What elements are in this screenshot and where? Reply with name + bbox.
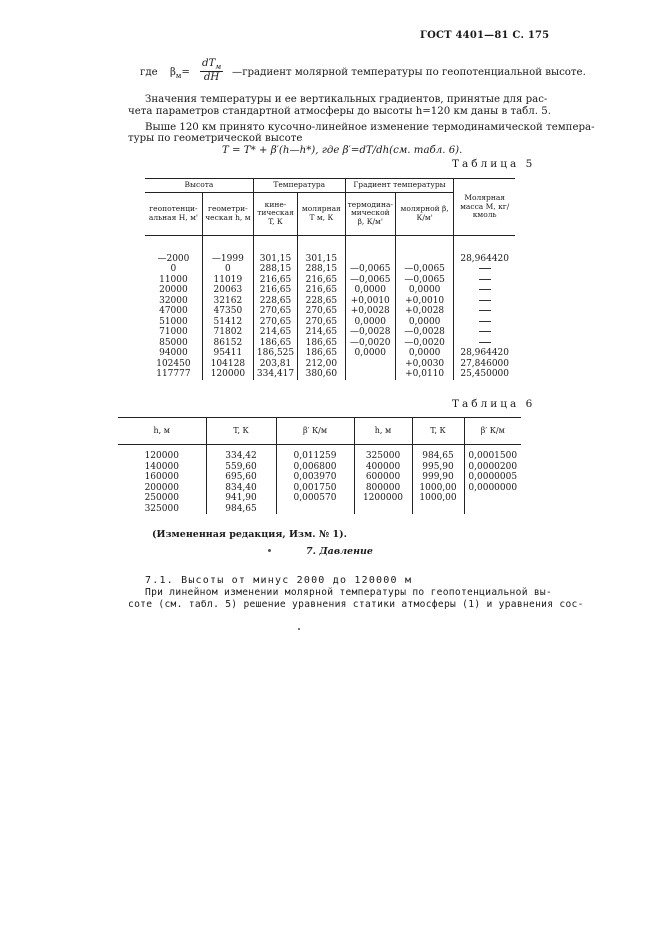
body-line-2: соте (см. табл. 5) решение уравнения статики атмосферы (1) и уравнения сос- — [128, 599, 584, 610]
table-cell: 32000 — [159, 295, 188, 306]
table-cell: 120000 — [144, 451, 179, 461]
table-cell: 270,65 — [259, 316, 292, 327]
table-cell — [457, 327, 512, 338]
t5-geom-values — [206, 254, 250, 380]
t5-col-geometric: геометри-ческая h, м — [202, 192, 253, 235]
t5-thermo-grad-values — [349, 254, 392, 380]
table-cell: 984,65 — [225, 503, 257, 514]
table-cell: 214,65 — [259, 327, 292, 338]
table-cell: 216,65 — [259, 274, 292, 285]
t6-b1-values — [280, 451, 351, 514]
table-cell: 200000 — [144, 482, 179, 493]
table-cell: 400000 — [365, 461, 401, 472]
table-cell: +0,0010 — [405, 295, 445, 306]
table-cell: 1000,00 — [419, 493, 457, 503]
t6-header-b1: β′ К/м — [276, 418, 354, 445]
table-cell: 941,90 — [225, 493, 257, 503]
edition-note: (Измененная редакция, Изм. № 1). — [152, 529, 347, 540]
formula-where: где — [140, 67, 158, 78]
table6-caption: Таблица 6 — [452, 398, 536, 410]
table-cell: 800000 — [365, 482, 401, 493]
t5-col-kinetic-temp: кине-тическая T, К — [253, 192, 297, 235]
table-cell: —0,0028 — [404, 327, 445, 338]
table-cell: 0,000570 — [293, 493, 337, 503]
table-cell: 380,60 — [305, 369, 338, 380]
table-cell: 1000,00 — [419, 482, 457, 493]
paragraph-1-line-1: Значения температуры и ее вертикальных градиентов, принятые для рас- — [145, 94, 548, 105]
t6-header-h2: h, м — [354, 418, 412, 445]
table-cell: 216,65 — [305, 285, 338, 296]
t5-col-geopotential: геопотенци-альная H, м' — [145, 192, 202, 235]
table-cell: 186,65 — [305, 348, 338, 359]
formula-description: —градиент молярной температуры по геопотенциальной высоте. — [232, 67, 586, 78]
t5-group-temperature: Температура — [253, 179, 345, 193]
table-cell: 334,42 — [225, 451, 257, 461]
table-cell: +0,0028 — [405, 306, 445, 317]
table-cell: 47000 — [159, 306, 188, 317]
t5-geopot-values — [148, 254, 199, 380]
table-cell: 0,0000 — [354, 348, 387, 359]
table5-caption: Таблица 5 — [452, 158, 536, 170]
table-5 — [145, 178, 515, 380]
table-cell: 27,846000 — [460, 358, 510, 369]
table-cell: 71000 — [159, 327, 188, 338]
table-cell: 250000 — [144, 493, 179, 503]
t6-h2-values — [358, 451, 409, 504]
table-cell: 20000 — [159, 285, 188, 296]
t5-col-molar-mass: Молярная масса M, кг/кмоль — [454, 179, 515, 236]
t5-molar-grad-values — [399, 254, 450, 380]
paragraph-2-line-1: Выше 120 км принято кусочно-линейное изменение термодинамической темпера- — [145, 122, 595, 133]
paragraph-2-line-2: туры по геометрической высоте — [128, 133, 303, 144]
table-cell: 216,65 — [259, 285, 292, 296]
table-cell: 0,0000 — [354, 285, 387, 296]
table-cell: 0,0000 — [408, 285, 441, 296]
speck-mark — [298, 628, 300, 630]
table-cell: —0,0020 — [350, 337, 391, 348]
table-cell: 301,15 — [305, 253, 338, 264]
table-cell: 288,15 — [259, 264, 292, 275]
table-cell — [457, 264, 512, 275]
table-cell: 71802 — [213, 327, 243, 338]
table-cell: —2000 — [157, 253, 190, 264]
table-cell: —0,0028 — [350, 327, 391, 338]
table-cell: 0,006800 — [293, 461, 337, 472]
table-cell: —0,0065 — [350, 264, 391, 275]
table-cell: —0,0065 — [404, 274, 445, 285]
table-cell: 600000 — [365, 472, 401, 482]
t6-header-b2: β′ К/м — [464, 418, 521, 445]
t5-molar-mass-values — [457, 254, 512, 380]
table-cell: 695,60 — [225, 472, 257, 482]
t5-col-thermo-gradient: термодина-мической β, К/м' — [345, 192, 395, 235]
table-cell: 0,0000 — [354, 316, 387, 327]
t5-group-gradient: Градиент температуры — [345, 179, 454, 193]
table-cell: 86152 — [213, 337, 243, 348]
table-cell: 212,00 — [305, 358, 338, 369]
table-cell: 186,525 — [256, 348, 295, 359]
table-cell: 270,65 — [305, 316, 338, 327]
table-cell: 995,90 — [422, 461, 454, 472]
table-cell: —0,0065 — [350, 274, 391, 285]
table-cell: +0,0030 — [405, 358, 445, 369]
table-cell: 102450 — [156, 358, 191, 369]
table-cell: 834,40 — [225, 482, 257, 493]
speck-mark — [268, 549, 271, 552]
table-cell — [457, 285, 512, 296]
table-cell: 1200000 — [362, 493, 404, 503]
table-cell: 20063 — [213, 285, 243, 296]
table-cell: 28,964420 — [460, 348, 510, 359]
table-cell: 288,15 — [305, 264, 338, 275]
table-cell: 984,65 — [422, 451, 454, 461]
table-cell: 0,0001500 — [468, 451, 518, 461]
table-cell: 214,65 — [305, 327, 338, 338]
table-cell — [468, 493, 519, 504]
t6-header-h1: h, м — [118, 418, 206, 445]
table-cell: 301,15 — [259, 253, 292, 264]
table-cell — [457, 275, 512, 286]
table-cell: 0,003970 — [293, 472, 337, 482]
table-cell: 32162 — [213, 295, 243, 306]
table-cell: 0,0000 — [408, 348, 441, 359]
table-cell — [349, 359, 392, 370]
table-cell: —0,0020 — [404, 337, 445, 348]
table-cell: 0,0000 — [408, 316, 441, 327]
table-cell: 11019 — [213, 274, 243, 285]
table-6 — [118, 417, 521, 514]
table-cell: 270,65 — [259, 306, 292, 317]
table-cell: 25,450000 — [460, 369, 510, 380]
subsection-title: 7.1. Высоты от минус 2000 до 120000 м — [145, 575, 413, 586]
section-title: 7. Давление — [306, 546, 373, 557]
table-cell — [399, 254, 450, 265]
formula-lhs: $\beta_м=$ — [170, 67, 190, 81]
table-cell: +0,0110 — [405, 369, 445, 380]
table-cell: 0,011259 — [293, 451, 337, 461]
t6-t1-values — [210, 451, 273, 514]
t5-kinetic-values — [257, 254, 294, 380]
table-cell: 160000 — [144, 472, 179, 482]
table-cell: 104128 — [210, 358, 246, 369]
table-cell: 0,001750 — [293, 482, 337, 493]
t6-body — [118, 445, 521, 515]
table-cell: 51000 — [159, 316, 188, 327]
gradient-formula — [140, 58, 600, 88]
table-cell: 999,90 — [422, 472, 454, 482]
t6-b2-values — [468, 451, 519, 504]
t6-header-t1: T, К — [206, 418, 276, 445]
t6-t2-values — [416, 451, 461, 504]
formula-fraction: $dT_м$ dH — [202, 58, 222, 84]
table-cell — [349, 254, 392, 265]
table-cell: 0 — [225, 264, 231, 275]
table-cell: 140000 — [144, 461, 179, 472]
page-header: ГОСТ 4401—81 С. 175 — [420, 30, 550, 41]
table-cell: —0,0065 — [404, 264, 445, 275]
table-cell: 0,0000005 — [468, 472, 518, 482]
table-cell: 203,81 — [259, 358, 292, 369]
table-cell — [457, 296, 512, 307]
t5-col-molar-gradient: молярной β, К/м' — [395, 192, 453, 235]
table-cell: 186,65 — [305, 337, 338, 348]
table-cell — [457, 306, 512, 317]
t6-h1-values — [121, 451, 203, 514]
table-cell: 228,65 — [305, 295, 338, 306]
table-cell: 186,65 — [259, 337, 292, 348]
table-cell: 325000 — [365, 451, 401, 461]
table-cell — [349, 369, 392, 380]
table-cell: 51412 — [213, 316, 243, 327]
table-cell: 559,60 — [225, 461, 257, 472]
table-cell: +0,0010 — [350, 295, 390, 306]
table-cell: —1999 — [211, 253, 244, 264]
t5-col-molar-temp: молярная T м, К — [298, 192, 345, 235]
formula-piecewise: T = T* + β′(h—h*), где β′=dT/dh(см. табл. 6). — [222, 145, 463, 156]
body-line-1: При линейном изменении молярной температуры по геопотенциальной вы- — [145, 587, 553, 598]
table-cell: 11000 — [159, 274, 188, 285]
paragraph-1-line-2: чета параметров стандартной атмосферы до высоты h=120 км даны в табл. 5. — [128, 106, 551, 117]
table-cell: 94000 — [159, 348, 188, 359]
t5-group-height: Высота — [145, 179, 253, 193]
table-cell: +0,0028 — [350, 306, 390, 317]
table-cell: 0 — [170, 264, 177, 275]
table-cell: 270,65 — [305, 306, 338, 317]
table-cell — [280, 504, 351, 515]
table-cell: 117777 — [156, 369, 191, 380]
table-cell: 0,0000200 — [468, 461, 518, 472]
table-cell: 325000 — [144, 503, 179, 514]
table-cell: 28,964420 — [460, 253, 510, 264]
table-cell: 95411 — [213, 348, 243, 359]
table-cell: 120000 — [210, 369, 246, 380]
table-cell — [457, 338, 512, 349]
table-cell: 47350 — [213, 306, 243, 317]
table-cell: 334,417 — [256, 369, 295, 380]
table-cell: 85000 — [159, 337, 188, 348]
t6-header-t2: T, К — [412, 418, 464, 445]
table-cell — [457, 317, 512, 328]
table-cell: 0,0000000 — [468, 482, 518, 493]
t5-body — [145, 235, 515, 380]
table-cell: 216,65 — [305, 274, 338, 285]
table-cell: 228,65 — [259, 295, 292, 306]
t5-molar-temp-values — [301, 254, 341, 380]
